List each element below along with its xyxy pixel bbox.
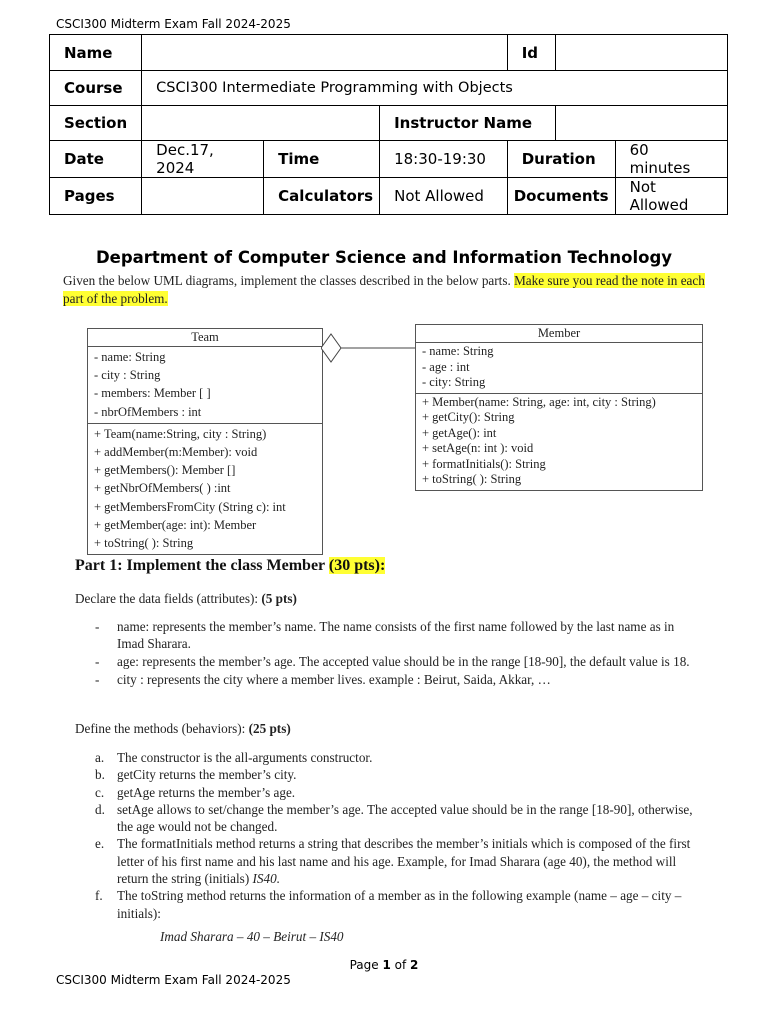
list-item (95, 784, 695, 801)
declare-text: Declare the data fields (attributes): (75, 591, 262, 606)
duration-value: 60 minutes (615, 141, 727, 178)
intro-highlight: Make sure you read the note in each part of the problem. (63, 273, 705, 306)
page-of: of (390, 958, 411, 972)
uml-team-attributes (88, 347, 322, 423)
uml-member-method: + getCity(): String (422, 410, 515, 424)
uml-member-method: + Member(name: String, age: int, city : String) (422, 394, 656, 409)
section-value[interactable] (142, 106, 380, 141)
uml-member-method: + setAge(n: int ): void (422, 441, 534, 455)
declare-heading (75, 591, 297, 607)
list-marker: - (95, 654, 100, 669)
list-item-text: name: represents the member’s name. The name consists of the first name followed by the last name as in Imad Sharara. (117, 619, 675, 651)
list-marker: c. (95, 784, 105, 800)
list-item (95, 835, 695, 887)
uml-team-attr: - city : String (94, 368, 161, 383)
list-marker: - (95, 672, 100, 687)
uml-team-title: Team (88, 329, 322, 347)
uml-team-attr: - nbrOfMembers : int (94, 404, 202, 419)
define-heading (75, 721, 291, 737)
list-item-text: The formatInitials method returns a string that describes the member’s initials which is composed of the first letter of his first name and his last name and his age. Example, for Imad Sharara (age 40), the method will return the string (initials) (117, 836, 691, 887)
list-item (95, 801, 695, 836)
page-current: 1 (382, 958, 391, 972)
uml-member-attr: - age : int (422, 359, 470, 374)
uml-team-attr: - members: Member [ ] (94, 386, 211, 401)
course-label: Course (50, 71, 142, 106)
pages-value[interactable] (142, 178, 264, 215)
department-title: Department of Computer Science and Information Technology (95, 248, 673, 267)
page-footer: CSCI300 Midterm Exam Fall 2024-2025 (56, 973, 291, 987)
aggregation-diamond-icon (321, 334, 341, 362)
uml-member-title: Member (416, 325, 702, 343)
uml-member-attr: - name: String (422, 344, 494, 358)
list-marker: f. (95, 888, 103, 904)
list-item-text: The toString method returns the information of a member as in the following example (name – age – city – initials): (117, 888, 682, 921)
list-item-text: age: represents the member’s age. The accepted value should be in the range [18-90], the default value is 18. (117, 654, 690, 669)
tostring-example: Imad Sharara – 40 – Beirut – IS40 (160, 929, 344, 944)
declare-points: (5 pts) (261, 591, 297, 606)
part1-heading (75, 557, 385, 575)
list-item-text: city : represents the city where a member lives. example : Beirut, Saida, Akkar, … (117, 672, 551, 687)
documents-value: Not Allowed (615, 178, 727, 215)
list-item (95, 618, 695, 652)
list-item-example: IS40. (252, 871, 280, 887)
uml-team-class (87, 328, 323, 555)
list-item-text: The constructor is the all-arguments constructor. (117, 750, 373, 765)
documents-label: Documents (507, 178, 615, 215)
uml-team-method: + Team(name:String, city : String) (94, 426, 267, 441)
date-value: Dec.17, 2024 (142, 141, 264, 178)
define-text: Define the methods (behaviors): (75, 721, 249, 736)
page-prefix: Page (349, 958, 383, 972)
duration-label: Duration (507, 141, 615, 178)
list-item (95, 653, 695, 670)
uml-member-attributes (416, 343, 702, 393)
list-marker: - (95, 619, 100, 634)
uml-team-method: + getMembersFromCity (String c): int (94, 499, 286, 514)
exam-info-table (49, 34, 728, 215)
list-marker: a. (95, 750, 105, 765)
uml-team-methods (88, 423, 322, 554)
part1-title: Part 1: Implement the class Member (75, 557, 329, 574)
uml-member-methods (416, 393, 702, 490)
list-marker: e. (95, 836, 105, 852)
uml-member-class (415, 324, 703, 491)
id-label: Id (507, 35, 555, 71)
list-item-text: getAge returns the member’s age. (117, 784, 296, 800)
page-total: 2 (410, 958, 419, 972)
calculators-value: Not Allowed (380, 178, 508, 215)
uml-member-method: + getAge(): int (422, 425, 497, 440)
list-item-text: setAge allows to set/change the member’s age. The accepted value should be in the range [18-90], otherwise, the age would not be changed. (117, 801, 693, 835)
uml-member-attr: - city: String (422, 375, 486, 389)
section-label: Section (50, 106, 142, 141)
uml-team-method: + toString( ): String (94, 536, 194, 551)
date-label: Date (50, 141, 142, 178)
uml-member-method: + toString( ): String (422, 472, 522, 486)
part1-points: (30 pts): (328, 557, 386, 574)
pages-label: Pages (50, 178, 142, 215)
intro-text: Given the below UML diagrams, implement the classes described in the below parts. (63, 273, 515, 288)
list-marker: b. (95, 767, 105, 783)
list-item (95, 766, 695, 783)
calculators-label: Calculators (264, 178, 380, 215)
time-label: Time (264, 141, 380, 178)
page-header: CSCI300 Midterm Exam Fall 2024-2025 (56, 17, 291, 31)
instructor-label: Instructor Name (380, 106, 556, 141)
uml-team-method: + getNbrOfMembers( ) :int (94, 481, 231, 496)
uml-team-method: + getMember(age: int): Member (94, 517, 257, 532)
name-label: Name (50, 35, 142, 71)
fields-list (95, 618, 695, 689)
time-value: 18:30-19:30 (380, 141, 508, 178)
define-points: (25 pts) (248, 721, 291, 736)
list-item (95, 671, 695, 688)
uml-aggregation-connector (321, 328, 416, 368)
methods-list (95, 749, 695, 922)
uml-team-method: + addMember(m:Member): void (94, 445, 258, 460)
list-marker: d. (95, 801, 105, 817)
list-item (95, 887, 695, 922)
uml-member-method: + formatInitials(): String (422, 456, 546, 471)
course-value: CSCI300 Intermediate Programming with Objects (142, 71, 728, 106)
instructor-value[interactable] (555, 106, 727, 141)
intro-paragraph (63, 272, 713, 308)
uml-team-method: + getMembers(): Member [] (94, 463, 236, 478)
list-item (95, 749, 695, 766)
list-item-text: getCity returns the member’s city. (117, 767, 297, 783)
name-value[interactable] (142, 35, 508, 71)
page-number (0, 958, 768, 972)
uml-team-attr: - name: String (94, 350, 166, 364)
id-value[interactable] (555, 35, 727, 71)
